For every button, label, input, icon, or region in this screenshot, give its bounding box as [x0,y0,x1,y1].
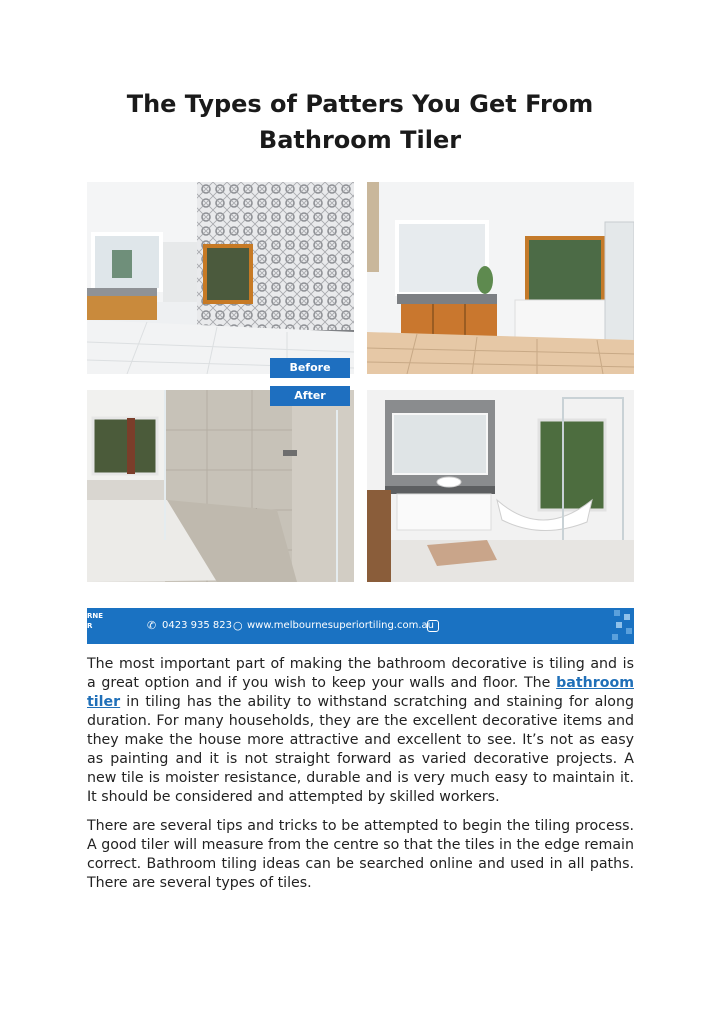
page-title: The Types of Patters You Get From Bathroom Tiler [126,90,594,154]
after-label: After [270,386,350,406]
instagram-icon [427,620,439,632]
globe-icon: ○ [233,619,243,632]
after-photo-left [87,390,354,582]
banner-brand-fragment [87,611,107,631]
website-url: www.melbournesuperiortiling.com.au [247,620,434,631]
brand-fragment-bottom: R [87,622,93,630]
contact-banner [87,608,634,644]
phone-number: 0423 935 823 [162,620,232,631]
p1-lead: The most important part of making the bathroom decorative is tiling and is a great option and if you wish to keep your walls and floor. The [87,656,634,691]
bathroom-tiler-link[interactable]: bathroom tiler [87,675,634,710]
paragraph-2: There are several tips and tricks to be attempted to begin the tiling process. A good tiler will measure from the centre so that the tiles in the edge remain correct. Bathroom tiling ideas can be searched online and used in all paths. There are several types of tiles. [87,818,634,891]
paragraph-1 [87,655,634,807]
banner-corner-pattern [610,608,634,644]
before-after-figure [87,182,634,644]
phone-icon: ✆ [147,619,157,632]
body-text [87,655,634,903]
before-label: Before [270,358,350,378]
before-photo-right [367,182,634,374]
after-photo-right [367,390,634,582]
before-photo-left [87,182,354,374]
brand-fragment-top: RNE [87,612,104,620]
p1-rest: in tiling has the ability to withstand scratching and staining for along duration. For many households, they are the excellent decorative items and they make the house more attractive and excellent to see. It’s not as easy as painting and it is not straight forward as varied decorative projects. A new tile is moister resistance, durable and is very much easy to maintain it. It should be considered and attempted by skilled workers. [87,694,634,805]
